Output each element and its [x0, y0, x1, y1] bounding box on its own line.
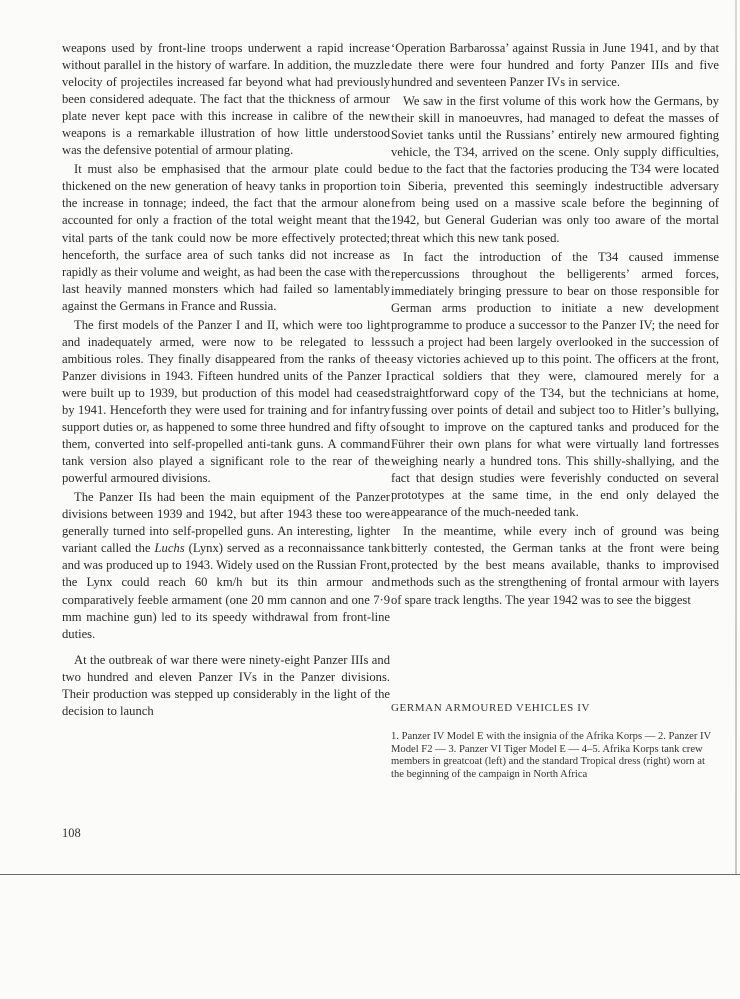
- paragraph-text: The Panzer IIs had been the main equipment of the Panzer divisions between 1939 and 1942, but after 1943 these too were generally turned into self-propelled guns. An interesting, lighter variant called the: [62, 490, 390, 556]
- caption-text: 1. Panzer IV Model E with the insignia of the Afrika Korps — 2. Panzer IV Model F2 — 3. Panzer VI Tiger Model E — 4–5. Afrika Korps tank crew members in greatcoat (left) and the standard Tropical dress (right) worn at the beginning of the campaign in North Africa: [391, 731, 712, 780]
- page-number: 108: [62, 826, 81, 840]
- paragraph: weapons used by front-line troops underwent a rapid increase without parallel in the history of warfare. In addition, the muzzle velocity of projectiles increased far beyond what had previously been considered adequate. The fact that the thickness of armour plate never kept pace with this increase in calibre of the new weapons is a remarkable illustration of how little understood was the defensive potential of armour plating.: [62, 41, 390, 158]
- paragraph: In fact the introduction of the T34 caused immense repercussions throughout the belligerents’ armed forces, immediately bringing pressure to bear on those responsible for German arms production to initiate a new development programme to produce a successor to the Panzer IV; the need for such a project had been largely overlooked in the succession of easy victories achieved up to this point. The officers at the front, practical soldiers that they were, clamoured merely for a straightforward copy of the T34, but the technicians at home, fussing over points of detail and subject too to Hitler’s bullying, sought to improve on the captured tanks and produced for the Führer their own plans for what were virtually land fortresses weighing nearly a hundred tons. This shilly-shallying, and the fact that design studies were feverishly conducted on several prototypes at the same time, in the end only delayed the appearance of the much-needed tank.: [391, 249, 719, 520]
- paragraph-text: (Lynx) served as a reconnaissance tank and was produced up to 1943. Widely used on the Russian Front, the Lynx could reach 60 km/h but its thin armour and comparatively feeble armament (one 20 mm cannon and one 7·9 mm machine gun) led to its speedy withdrawal from front-line duties.: [62, 541, 390, 641]
- italic-term: Luchs: [154, 541, 185, 556]
- paragraph: ‘Operation Barbarossa’ against Russia in June 1941, and by that date there were four hundred and forty Panzer IIIs and five hundred and seventeen Panzer IVs in service.: [391, 41, 719, 90]
- paragraph: At the outbreak of war there were ninety-eight Panzer IIIs and two hundred and eleven Panzer IVs in the Panzer divisions. Their production was stepped up considerably in the light of the decision to launch: [62, 652, 390, 718]
- paragraph: It must also be emphasised that the armour plate could be thickened on the new generation of heavy tanks in proportion to the increase in tonnage; indeed, the fact that the armour alone accounted for only a fraction of the total weight meant that the vital parts of the tank could now be more effectively protected; henceforth, the surface area of such tanks did not increase as rapidly as their volume and weight, as had been the case with the last heavily manned monsters which had failed so lamentably against the Germans in France and Russia.: [62, 162, 390, 313]
- paragraph: The first models of the Panzer I and II, which were too light and inadequately armed, were now to be relegated to less ambitious roles. They finally disappeared from the ranks of the Panzer divisions in 1943. Fifteen hundred units of the Panzer I were built up to 1939, but production of this model had ceased by 1941. Henceforth they were used for training and for infantry support duties or, as happened to some three hundred and fifty of them, converted into self-propelled anti-tank guns. A command tank version also played a significant role to the rear of the powerful armoured divisions.: [62, 317, 390, 486]
- paragraph: [62, 489, 390, 642]
- page-right-edge: [735, 0, 737, 874]
- right-text-column: [391, 40, 719, 609]
- caption-title: GERMAN ARMOURED VEHICLES IV: [391, 702, 591, 714]
- page-bottom-edge: [0, 874, 740, 875]
- paragraph: In the meantime, while every inch of ground was being bitterly contested, the German tanks at the front were being protected by the best means available, thanks to improvised methods such as the strengthening of frontal armour with layers of spare track lengths. The year 1942 was to see the biggest: [391, 524, 719, 607]
- left-text-column: [62, 40, 390, 720]
- paragraph: We saw in the first volume of this work how the Germans, by their skill in manoeuvres, had managed to defeat the masses of Soviet tanks until the Russians’ entirely new armoured fighting vehicle, the T34, arrived on the scene. Only supply difficulties, due to the fact that the factories producing the T34 were located in Siberia, prevented this seemingly indestructible adversary from being used on a massive scale before the beginning of 1942, but General Guderian was only too aware of the mortal threat which this new tank posed.: [391, 94, 719, 245]
